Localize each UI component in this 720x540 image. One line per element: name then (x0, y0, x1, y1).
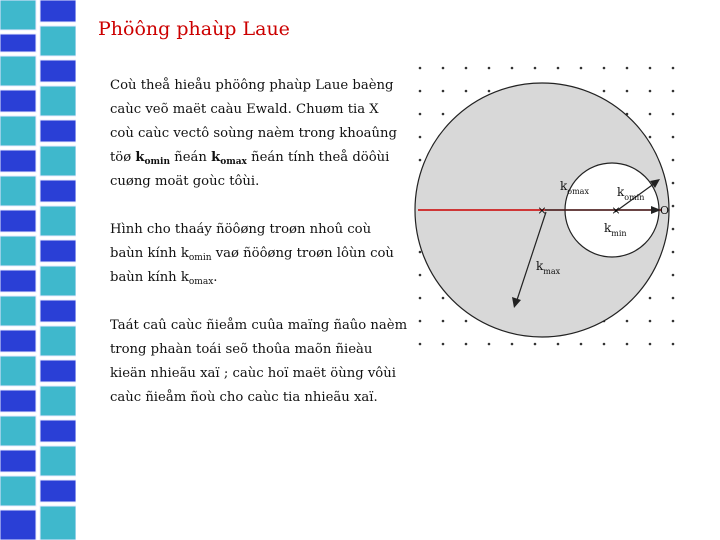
lattice-point (442, 297, 445, 300)
lattice-point (672, 228, 675, 231)
lattice-point (442, 90, 445, 93)
k-omax-subscript: omax (220, 157, 247, 167)
p2-line-3-post: . (213, 270, 218, 285)
lattice-point (511, 343, 514, 346)
lattice-point (672, 136, 675, 139)
lattice-point (649, 297, 652, 300)
lattice-point (534, 343, 537, 346)
lattice-point (672, 251, 675, 254)
label-kmin: $k_{min}$ (604, 221, 627, 238)
lattice-point (626, 67, 629, 70)
label-kmax: $k_{max}$ (536, 259, 561, 276)
p3-line-1: Taát caû caùc ñieåm cuûa maïng ñaûo naèm (110, 318, 408, 333)
lattice-point (419, 90, 422, 93)
p1-line-5: cuøng moät goùc tôùi. (110, 174, 260, 189)
lattice-point (419, 159, 422, 162)
lattice-point (442, 343, 445, 346)
label-komin: $k_{omin}$ (617, 185, 645, 202)
lattice-point (649, 320, 652, 323)
label-origin: O (660, 204, 670, 217)
lattice-point (442, 320, 445, 323)
lattice-point (626, 90, 629, 93)
lattice-point (626, 343, 629, 346)
lattice-point (580, 67, 583, 70)
slide-title: Phöông phaùp Laue (98, 18, 290, 40)
p2-line-1: Hình cho thaáy ñöôøng troøn nhoû coù (110, 222, 372, 237)
lattice-point (488, 67, 491, 70)
lattice-point (672, 90, 675, 93)
lattice-point (511, 67, 514, 70)
lattice-point (603, 343, 606, 346)
p2-line-2-pre: baùn kính k (110, 246, 189, 261)
lattice-point (649, 136, 652, 139)
p2-line-2-sub: omin (188, 253, 212, 263)
lattice-point (419, 251, 422, 254)
cross-large-center: × (537, 204, 547, 217)
lattice-point (442, 67, 445, 70)
lattice-point (419, 136, 422, 139)
lattice-point (419, 320, 422, 323)
p2-line-3-pre: baùn kính k (110, 270, 189, 285)
lattice-point (603, 67, 606, 70)
lattice-point (557, 343, 560, 346)
lattice-point (419, 67, 422, 70)
lattice-point (557, 67, 560, 70)
lattice-point (672, 113, 675, 116)
lattice-point (419, 343, 422, 346)
p1-line-4-pre: töø (110, 150, 136, 165)
lattice-point (465, 343, 468, 346)
p1-line-2: caùc veõ maët caàu Ewald. Chuøm tia X (110, 102, 379, 117)
lattice-point (442, 113, 445, 116)
lattice-point (626, 320, 629, 323)
lattice-point (580, 343, 583, 346)
lattice-point (672, 205, 675, 208)
lattice-point (649, 113, 652, 116)
p1-line-1: Coù theå hieåu phöông phaùp Laue baèng (110, 78, 394, 93)
cross-small-center: × (611, 204, 621, 217)
lattice-point (465, 320, 468, 323)
p2-line-2-post: vaø ñöôøng troøn lôùn coù (211, 246, 394, 261)
p1-line-4-post: ñeán tính theå döôùi (246, 150, 390, 165)
lattice-point (488, 90, 491, 93)
p3-line-2: trong phaàn toái seõ thoûa maõn ñieàu (110, 342, 373, 357)
lattice-point (488, 343, 491, 346)
k-omax-symbol: k (211, 150, 221, 165)
lattice-point (672, 67, 675, 70)
lattice-point (419, 297, 422, 300)
lattice-point (649, 67, 652, 70)
lattice-point (419, 274, 422, 277)
p1-line-3: coù caùc vectô soùng naèm trong khoaûng (110, 126, 397, 141)
p1-line-4-mid: ñeán (170, 150, 212, 165)
k-omin-symbol: k (135, 150, 145, 165)
lattice-point (672, 182, 675, 185)
lattice-point (672, 159, 675, 162)
label-komax: $k_{omax}$ (560, 179, 589, 196)
lattice-point (419, 113, 422, 116)
p3-line-3: kieän nhieãu xaï ; caùc hoï maët öùng vôùi (110, 366, 396, 381)
k-omin-subscript: omin (144, 157, 171, 167)
lattice-point (649, 343, 652, 346)
p2-line-3-sub: omax (188, 277, 214, 287)
lattice-point (534, 67, 537, 70)
lattice-point (603, 90, 606, 93)
p3-line-4: caùc ñieåm ñoù cho caùc tia nhieãu xaï. (110, 390, 378, 405)
lattice-point (465, 67, 468, 70)
lattice-point (672, 274, 675, 277)
lattice-point (672, 320, 675, 323)
lattice-point (672, 343, 675, 346)
lattice-point (465, 90, 468, 93)
lattice-point (672, 297, 675, 300)
lattice-point (649, 90, 652, 93)
